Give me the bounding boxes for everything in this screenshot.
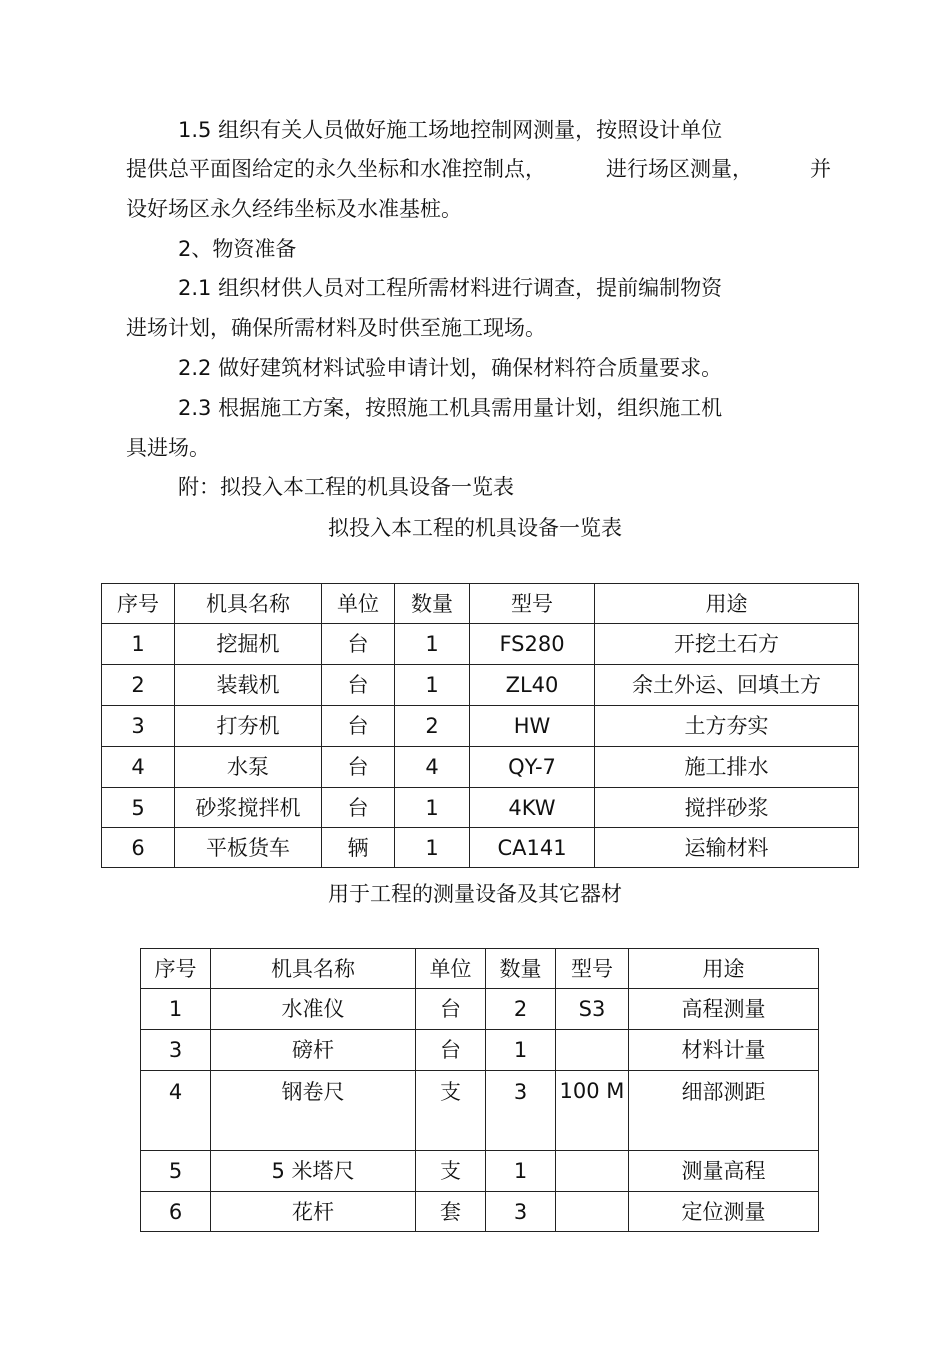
table-cell: 6 [102, 828, 175, 868]
table-cell: 搅拌砂浆 [595, 788, 859, 828]
table-cell: 1 [395, 665, 470, 706]
table-cell: 测量高程 [629, 1151, 819, 1192]
table-cell: 1 [141, 989, 211, 1030]
table-cell: 1 [486, 1151, 556, 1192]
table-cell [556, 1151, 629, 1192]
table-header-row [141, 949, 819, 989]
table-cell: 开挖土石方 [595, 624, 859, 665]
paragraph-1-5-line3: 设好场区永久经纬坐标及水准基桩。 [126, 197, 462, 221]
table-cell: 100 M [556, 1071, 629, 1151]
table1-caption: 拟投入本工程的机具设备一览表 [328, 516, 622, 540]
table-cell: 细部测距 [629, 1071, 819, 1151]
header-cell: 用途 [629, 949, 819, 989]
table-cell: 3 [486, 1071, 556, 1151]
table-row [102, 665, 859, 706]
table-cell: 台 [322, 788, 395, 828]
table2-caption: 用于工程的测量设备及其它器材 [328, 882, 622, 906]
table-cell: 台 [322, 706, 395, 747]
table-cell: 1 [395, 624, 470, 665]
table-cell: 1 [102, 624, 175, 665]
table-cell: 辆 [322, 828, 395, 868]
table-cell: 1 [395, 788, 470, 828]
paragraph-2-1-line1: 2.1 组织材供人员对工程所需材料进行调查，提前编制物资 [178, 276, 723, 300]
table-cell: ZL40 [470, 665, 595, 706]
table-cell: 余土外运、回填土方 [595, 665, 859, 706]
table-cell: 挖掘机 [175, 624, 322, 665]
table-row [141, 1192, 819, 1232]
table-cell: 运输材料 [595, 828, 859, 868]
table-cell: 水准仪 [211, 989, 416, 1030]
table-cell: 5 [141, 1151, 211, 1192]
table-cell: 支 [416, 1151, 486, 1192]
paragraph-1-5-line1: 1.5 组织有关人员做好施工场地控制网测量，按照设计单位 [178, 118, 723, 142]
table-cell: 2 [486, 989, 556, 1030]
header-cell: 序号 [102, 584, 175, 624]
table-cell: CA141 [470, 828, 595, 868]
table-cell: 3 [486, 1192, 556, 1232]
table-cell: 台 [322, 747, 395, 788]
table-row [102, 747, 859, 788]
table-cell [556, 1030, 629, 1071]
header-cell: 序号 [141, 949, 211, 989]
table-cell: 台 [416, 989, 486, 1030]
table-cell: 台 [322, 624, 395, 665]
table-row [102, 788, 859, 828]
table-cell: 定位测量 [629, 1192, 819, 1232]
table-header-row [102, 584, 859, 624]
table-cell: 支 [416, 1071, 486, 1151]
appendix-line: 附：拟投入本工程的机具设备一览表 [178, 475, 514, 499]
table-cell: S3 [556, 989, 629, 1030]
paragraph-1-5-line2-part1: 提供总平面图给定的永久坐标和水准控制点， [126, 157, 546, 181]
section-2-heading: 2、物资准备 [178, 237, 297, 261]
table-row [102, 706, 859, 747]
header-cell: 机具名称 [175, 584, 322, 624]
table-cell: 4KW [470, 788, 595, 828]
table-row [141, 1151, 819, 1192]
table-cell: 台 [322, 665, 395, 706]
table-cell: 施工排水 [595, 747, 859, 788]
table-cell [556, 1192, 629, 1232]
header-cell: 单位 [416, 949, 486, 989]
table-cell: 4 [395, 747, 470, 788]
table-cell: 4 [141, 1071, 211, 1151]
table-cell: 套 [416, 1192, 486, 1232]
table-row [141, 989, 819, 1030]
table-cell: 5 [102, 788, 175, 828]
table-cell: 砂浆搅拌机 [175, 788, 322, 828]
table-cell: 5 米塔尺 [211, 1151, 416, 1192]
header-cell: 数量 [395, 584, 470, 624]
table-cell: HW [470, 706, 595, 747]
table-cell: 钢卷尺 [211, 1071, 416, 1151]
header-cell: 型号 [470, 584, 595, 624]
table-cell: 2 [102, 665, 175, 706]
table-cell: 水泵 [175, 747, 322, 788]
header-cell: 用途 [595, 584, 859, 624]
table-cell: 台 [416, 1030, 486, 1071]
table-cell: 1 [395, 828, 470, 868]
header-cell: 单位 [322, 584, 395, 624]
table-cell: 花杆 [211, 1192, 416, 1232]
header-cell: 数量 [486, 949, 556, 989]
table-cell: 平板货车 [175, 828, 322, 868]
table-cell: 磅杆 [211, 1030, 416, 1071]
table-cell: 打夯机 [175, 706, 322, 747]
table-cell: 土方夯实 [595, 706, 859, 747]
table-cell: 材料计量 [629, 1030, 819, 1071]
table-cell: 装载机 [175, 665, 322, 706]
table-cell: 6 [141, 1192, 211, 1232]
equipment-table [101, 583, 859, 868]
paragraph-2-2: 2.2 做好建筑材料试验申请计划，确保材料符合质量要求。 [178, 356, 723, 380]
table-cell: FS280 [470, 624, 595, 665]
table-cell: QY-7 [470, 747, 595, 788]
paragraph-1-5-line2 [126, 155, 831, 183]
paragraph-2-1-line2: 进场计划，确保所需材料及时供至施工现场。 [126, 316, 546, 340]
table-cell: 1 [486, 1030, 556, 1071]
paragraph-1-5-line2-part3: 并 [810, 157, 831, 181]
table-row [141, 1071, 819, 1151]
paragraph-1-5-line2-part2: 进行场区测量， [606, 157, 753, 181]
table-cell: 3 [141, 1030, 211, 1071]
paragraph-2-3-line1: 2.3 根据施工方案，按照施工机具需用量计划，组织施工机 [178, 396, 723, 420]
table-row [102, 828, 859, 868]
table-row [102, 624, 859, 665]
survey-equipment-table [140, 948, 819, 1232]
table-cell: 2 [395, 706, 470, 747]
table-cell: 高程测量 [629, 989, 819, 1030]
header-cell: 型号 [556, 949, 629, 989]
table-row [141, 1030, 819, 1071]
table-cell: 4 [102, 747, 175, 788]
table-cell: 3 [102, 706, 175, 747]
header-cell: 机具名称 [211, 949, 416, 989]
paragraph-2-3-line2: 具进场。 [126, 436, 210, 460]
